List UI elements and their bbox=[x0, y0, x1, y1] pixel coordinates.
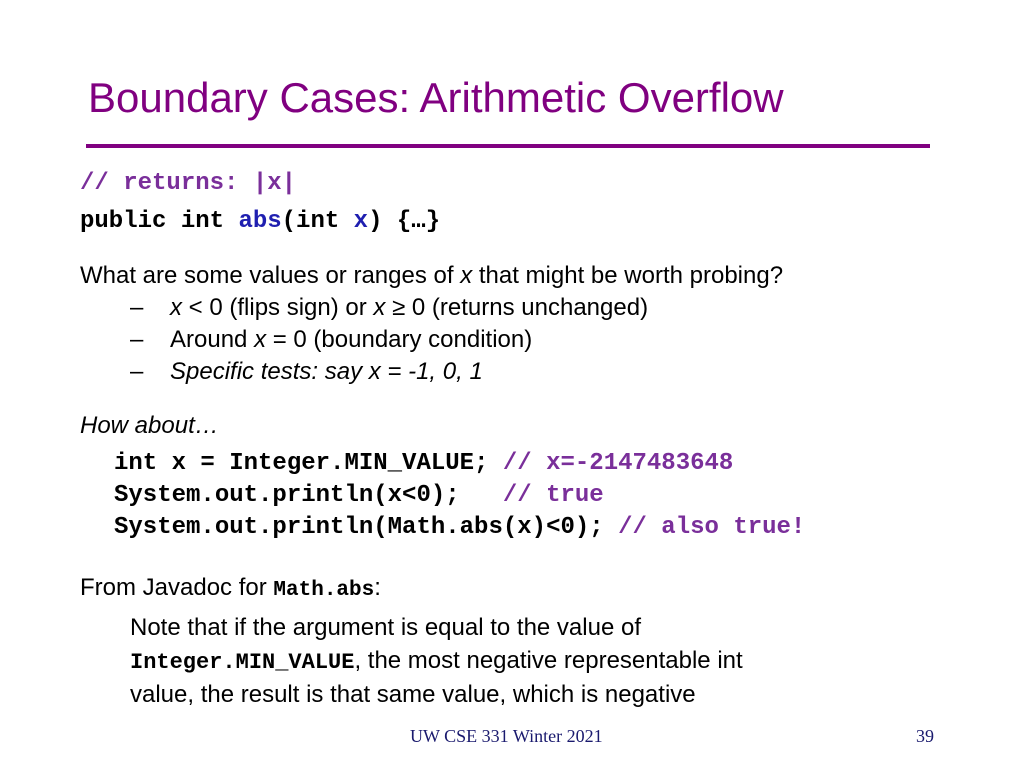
bullet-dash: – bbox=[130, 326, 144, 353]
code-line-1 bbox=[114, 450, 733, 477]
decl-prefix: public int bbox=[80, 208, 239, 235]
javadoc-intro-text: From Javadoc for bbox=[80, 574, 274, 601]
javadoc-line-2 bbox=[130, 647, 743, 675]
bullet-2-text2: = 0 (boundary condition) bbox=[266, 326, 533, 353]
question-var: x bbox=[460, 262, 473, 289]
slide-title: Boundary Cases: Arithmetic Overflow bbox=[88, 74, 784, 121]
signature-comment: // returns: |x| bbox=[80, 170, 297, 197]
title-underline bbox=[86, 144, 930, 148]
question-suffix: that might be worth probing? bbox=[472, 262, 784, 289]
bullet-dash: – bbox=[130, 358, 144, 385]
signature-declaration bbox=[80, 208, 440, 235]
bullet-2 bbox=[170, 326, 532, 354]
code-3: System.out.println(Math.abs(x)<0); bbox=[114, 514, 619, 541]
code-line-2 bbox=[114, 482, 604, 509]
bullet-1-text: < 0 (flips sign) or bbox=[182, 294, 374, 321]
comment-3: // also true! bbox=[618, 514, 806, 541]
question-prefix: What are some values or ranges of bbox=[80, 262, 461, 289]
bullet-1 bbox=[170, 294, 648, 322]
comment-2: // true bbox=[502, 482, 604, 509]
page-number: 39 bbox=[916, 726, 934, 746]
decl-open: (int bbox=[281, 208, 354, 235]
javadoc-line-1: Note that if the argument is equal to the value of bbox=[130, 614, 641, 641]
javadoc-intro-code: Math.abs bbox=[273, 579, 375, 602]
bullet-1-text2: ≥ 0 (returns unchanged) bbox=[385, 294, 649, 321]
bullet-2-var: x bbox=[254, 326, 267, 353]
bullet-1-var2: x bbox=[373, 294, 386, 321]
comment-1: // x=-2147483648 bbox=[502, 450, 734, 477]
javadoc-line-2-text: , the most negative representable int bbox=[354, 647, 743, 674]
bullet-1-var: x bbox=[170, 294, 182, 321]
code-1: int x = Integer.MIN_VALUE; bbox=[114, 450, 503, 477]
param-name: x bbox=[353, 208, 369, 235]
method-name: abs bbox=[238, 208, 282, 235]
how-about: How about… bbox=[80, 412, 219, 439]
javadoc-intro bbox=[80, 574, 381, 602]
code-line-3 bbox=[114, 514, 805, 541]
probe-question bbox=[80, 262, 783, 290]
bullet-3: Specific tests: say x = -1, 0, 1 bbox=[170, 358, 483, 385]
decl-suffix: ) {…} bbox=[368, 208, 441, 235]
javadoc-line-3: value, the result is that same value, which is negative bbox=[130, 681, 696, 708]
footer-course: UW CSE 331 Winter 2021 bbox=[410, 726, 603, 746]
javadoc-intro-colon: : bbox=[374, 574, 381, 601]
javadoc-code: Integer.MIN_VALUE bbox=[130, 650, 355, 675]
code-2: System.out.println(x<0); bbox=[114, 482, 503, 509]
bullet-dash: – bbox=[130, 294, 144, 321]
bullet-2-text: Around bbox=[170, 326, 255, 353]
